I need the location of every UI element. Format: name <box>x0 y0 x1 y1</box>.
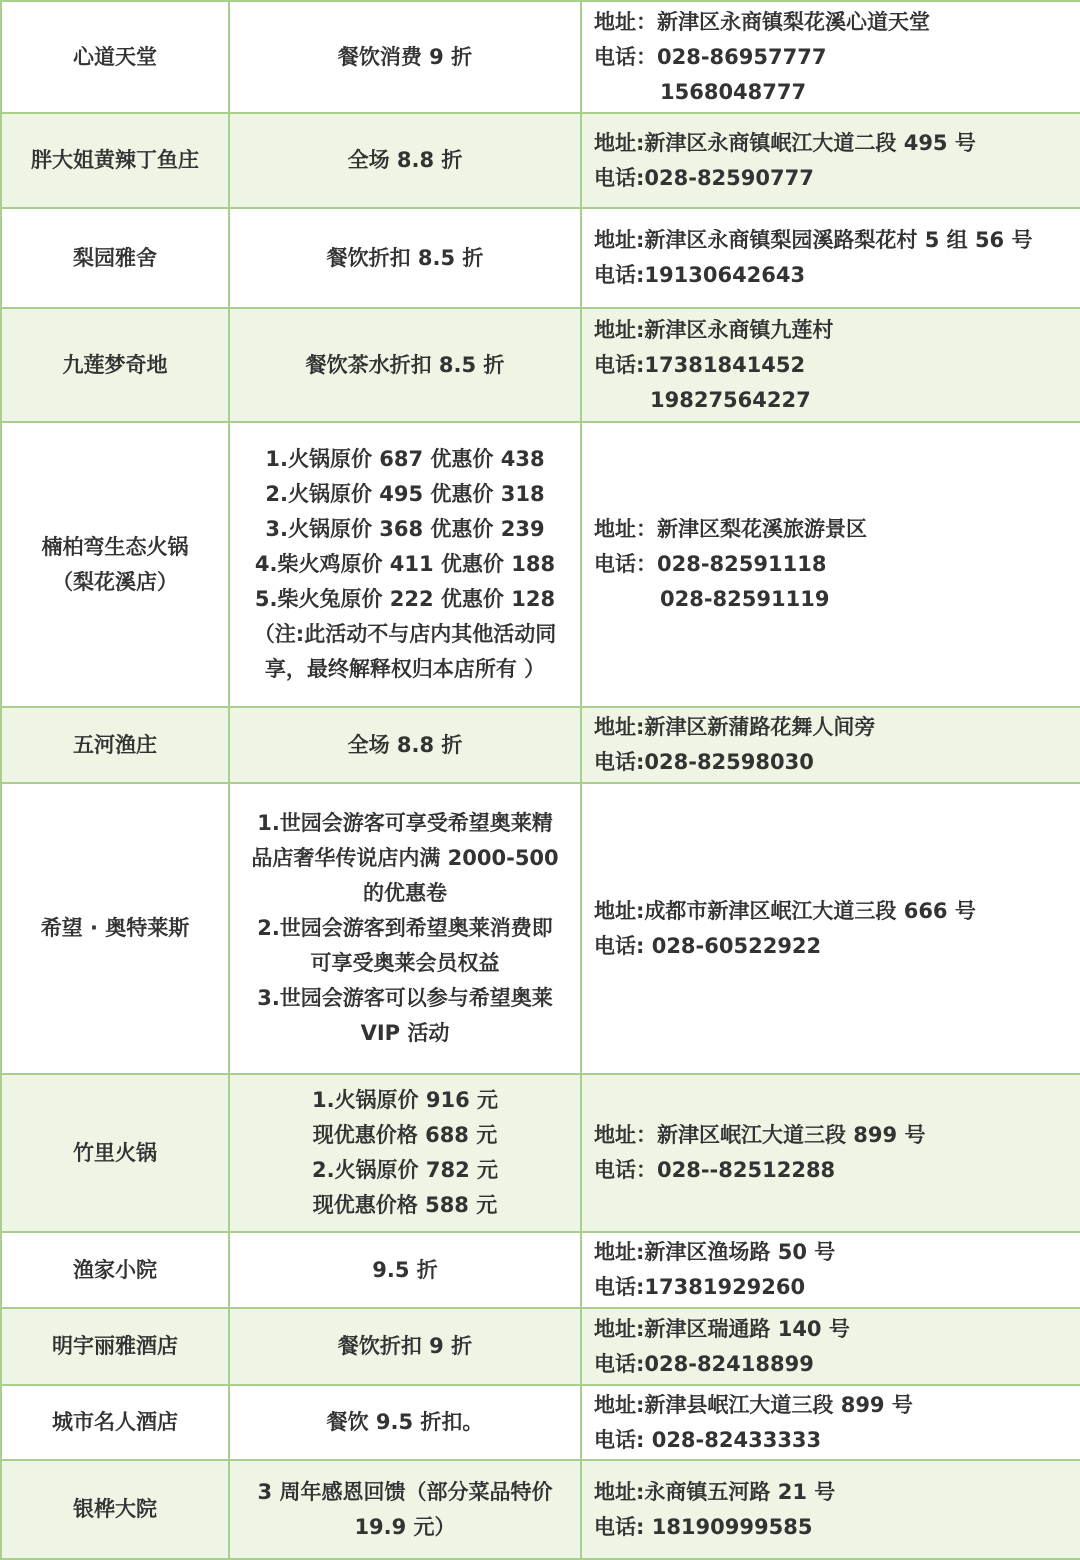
merchant-name: （梨花溪店） <box>52 569 178 594</box>
offer-line: 9.5 折 <box>372 1257 438 1282</box>
table-row <box>1 1460 1080 1559</box>
offer-line: 3 周年感恩回馈（部分菜品特价 <box>257 1479 553 1504</box>
table-row <box>1 783 1080 1074</box>
merchant-name: 竹里火锅 <box>73 1140 157 1165</box>
offer-line: 1.火锅原价 687 优惠价 438 <box>265 447 545 471</box>
merchant-name: 楠柏弯生态火锅 <box>41 534 189 559</box>
address-text: 地址：新津区梨花溪旅游景区 <box>594 517 867 541</box>
phone-text: 电话:028-82590777 <box>594 165 814 190</box>
offer-line: 餐饮折扣 9 折 <box>337 1334 473 1358</box>
table-row <box>1 422 1080 707</box>
phone-text: 电话:028-82418899 <box>594 1351 814 1376</box>
offer-cell <box>229 1 581 113</box>
offer-line: 餐饮消费 9 折 <box>337 44 473 69</box>
offer-line: 2.世园会游客到希望奥莱消费即 <box>257 916 553 940</box>
contact-cell <box>581 1 1080 113</box>
merchant-name: 希望 · 奥特莱斯 <box>40 916 190 940</box>
offer-line: 全场 8.8 折 <box>347 148 463 172</box>
offer-line: 1.世园会游客可享受希望奥莱精 <box>257 811 553 835</box>
phone-text: 电话：028-86957777 <box>594 44 827 69</box>
merchant-name: 渔家小院 <box>73 1257 157 1282</box>
phone-text: 电话:17381841452 <box>594 352 806 377</box>
offer-line: 餐饮茶水折扣 8.5 折 <box>305 352 505 377</box>
merchant-name: 梨园雅舍 <box>73 245 157 270</box>
offer-line: 3.火锅原价 368 优惠价 239 <box>265 517 545 541</box>
offer-cell <box>229 1232 581 1308</box>
merchant-name-cell <box>1 1385 229 1460</box>
offer-line: 2.火锅原价 495 优惠价 318 <box>265 482 545 506</box>
table-row <box>1 1385 1080 1460</box>
merchant-name-cell <box>1 1308 229 1385</box>
table-row <box>1 1074 1080 1232</box>
offer-line: （注:此活动不与店内其他活动同 <box>253 622 557 646</box>
address-text: 地址：新津区永商镇梨花溪心道天堂 <box>594 9 930 34</box>
offer-cell <box>229 1308 581 1385</box>
phone-text: 电话: 028-82433333 <box>594 1427 822 1452</box>
table-row <box>1 208 1080 308</box>
offer-cell <box>229 422 581 707</box>
offer-cell <box>229 308 581 422</box>
offer-line: 现优惠价格 688 元 <box>312 1123 498 1147</box>
merchant-name: 城市名人酒店 <box>52 1410 178 1434</box>
phone-text: 电话：028-82591118 <box>594 552 827 576</box>
phone-text: 电话:19130642643 <box>594 263 806 287</box>
merchant-name-cell <box>1 707 229 783</box>
address-text: 地址:新津区永商镇九莲村 <box>594 317 834 342</box>
offer-line: 3.世园会游客可以参与希望奥莱 <box>257 986 553 1010</box>
offer-line: VIP 活动 <box>360 1021 450 1045</box>
phone-text: 19827564227 <box>650 387 811 412</box>
address-text: 地址:成都市新津区岷江大道三段 666 号 <box>594 898 976 923</box>
offer-line: 餐饮折扣 8.5 折 <box>326 245 484 270</box>
phone-text: 1568048777 <box>660 79 807 104</box>
merchant-name-cell <box>1 422 229 707</box>
merchant-name: 银桦大院 <box>73 1497 157 1521</box>
offer-line: 可享受奥莱会员权益 <box>310 951 500 975</box>
contact-cell <box>581 113 1080 208</box>
offer-line: 享，最终解释权归本店所有 ） <box>264 657 546 681</box>
offer-line: 5.柴火兔原价 222 优惠价 128 <box>254 587 556 611</box>
address-text: 地址:永商镇五河路 21 号 <box>594 1479 836 1504</box>
table-row <box>1 707 1080 783</box>
offer-cell <box>229 208 581 308</box>
address-text: 地址:新津县岷江大道三段 899 号 <box>594 1392 913 1417</box>
offer-line: 全场 8.8 折 <box>347 732 463 757</box>
phone-text: 电话:17381929260 <box>594 1275 806 1299</box>
offer-cell <box>229 1460 581 1559</box>
merchant-name: 九莲梦奇地 <box>62 352 168 377</box>
table-row <box>1 1 1080 113</box>
contact-cell <box>581 1460 1080 1559</box>
address-text: 地址:新津区新蒲路花舞人间旁 <box>594 715 876 739</box>
contact-cell <box>581 1308 1080 1385</box>
offer-line: 现优惠价格 588 元 <box>312 1193 498 1217</box>
contact-cell <box>581 1385 1080 1460</box>
merchant-name-cell <box>1 1 229 113</box>
merchant-name: 心道天堂 <box>73 44 157 69</box>
offer-line: 餐饮 9.5 折扣。 <box>326 1410 484 1434</box>
merchant-name: 明宇丽雅酒店 <box>52 1334 178 1358</box>
phone-text: 电话:028-82598030 <box>594 750 814 774</box>
contact-cell <box>581 308 1080 422</box>
contact-cell <box>581 422 1080 707</box>
offer-cell <box>229 1385 581 1460</box>
phone-text: 电话: 18190999585 <box>594 1514 813 1539</box>
merchant-name: 五河渔庄 <box>73 732 157 757</box>
merchant-name-cell <box>1 208 229 308</box>
address-text: 地址:新津区永商镇梨园溪路梨花村 5 组 56 号 <box>594 228 1033 252</box>
phone-text: 电话: 028-60522922 <box>594 933 822 958</box>
contact-cell <box>581 707 1080 783</box>
offer-cell <box>229 113 581 208</box>
address-text: 地址：新津区岷江大道三段 899 号 <box>594 1123 926 1147</box>
offer-line: 19.9 元） <box>354 1514 456 1539</box>
offer-cell <box>229 707 581 783</box>
phone-text: 028-82591119 <box>660 587 830 611</box>
merchant-name-cell <box>1 783 229 1074</box>
merchant-name: 胖大姐黄辣丁鱼庄 <box>31 148 199 172</box>
offer-line: 1.火锅原价 916 元 <box>311 1088 499 1112</box>
offer-line: 4.柴火鸡原价 411 优惠价 188 <box>254 552 556 576</box>
merchant-name-cell <box>1 308 229 422</box>
table-body <box>1 1 1080 1559</box>
address-text: 地址:新津区瑞通路 140 号 <box>594 1316 850 1341</box>
address-text: 地址:新津区永商镇岷江大道二段 495 号 <box>594 130 976 155</box>
table-row <box>1 1232 1080 1308</box>
merchant-name-cell <box>1 113 229 208</box>
contact-cell <box>581 1074 1080 1232</box>
merchant-name-cell <box>1 1460 229 1559</box>
merchant-name-cell <box>1 1074 229 1232</box>
contact-cell <box>581 1232 1080 1308</box>
address-text: 地址:新津区渔场路 50 号 <box>594 1240 836 1264</box>
table-row <box>1 308 1080 422</box>
offer-line: 2.火锅原价 782 元 <box>311 1158 499 1182</box>
table-row <box>1 1308 1080 1385</box>
contact-cell <box>581 208 1080 308</box>
offer-line: 的优惠卷 <box>363 881 447 905</box>
offer-line: 品店奢华传说店内满 2000-500 <box>251 846 559 870</box>
contact-cell <box>581 783 1080 1074</box>
merchant-name-cell <box>1 1232 229 1308</box>
offer-cell <box>229 1074 581 1232</box>
offer-cell <box>229 783 581 1074</box>
phone-text: 电话：028--82512288 <box>594 1158 836 1182</box>
table-row <box>1 113 1080 208</box>
